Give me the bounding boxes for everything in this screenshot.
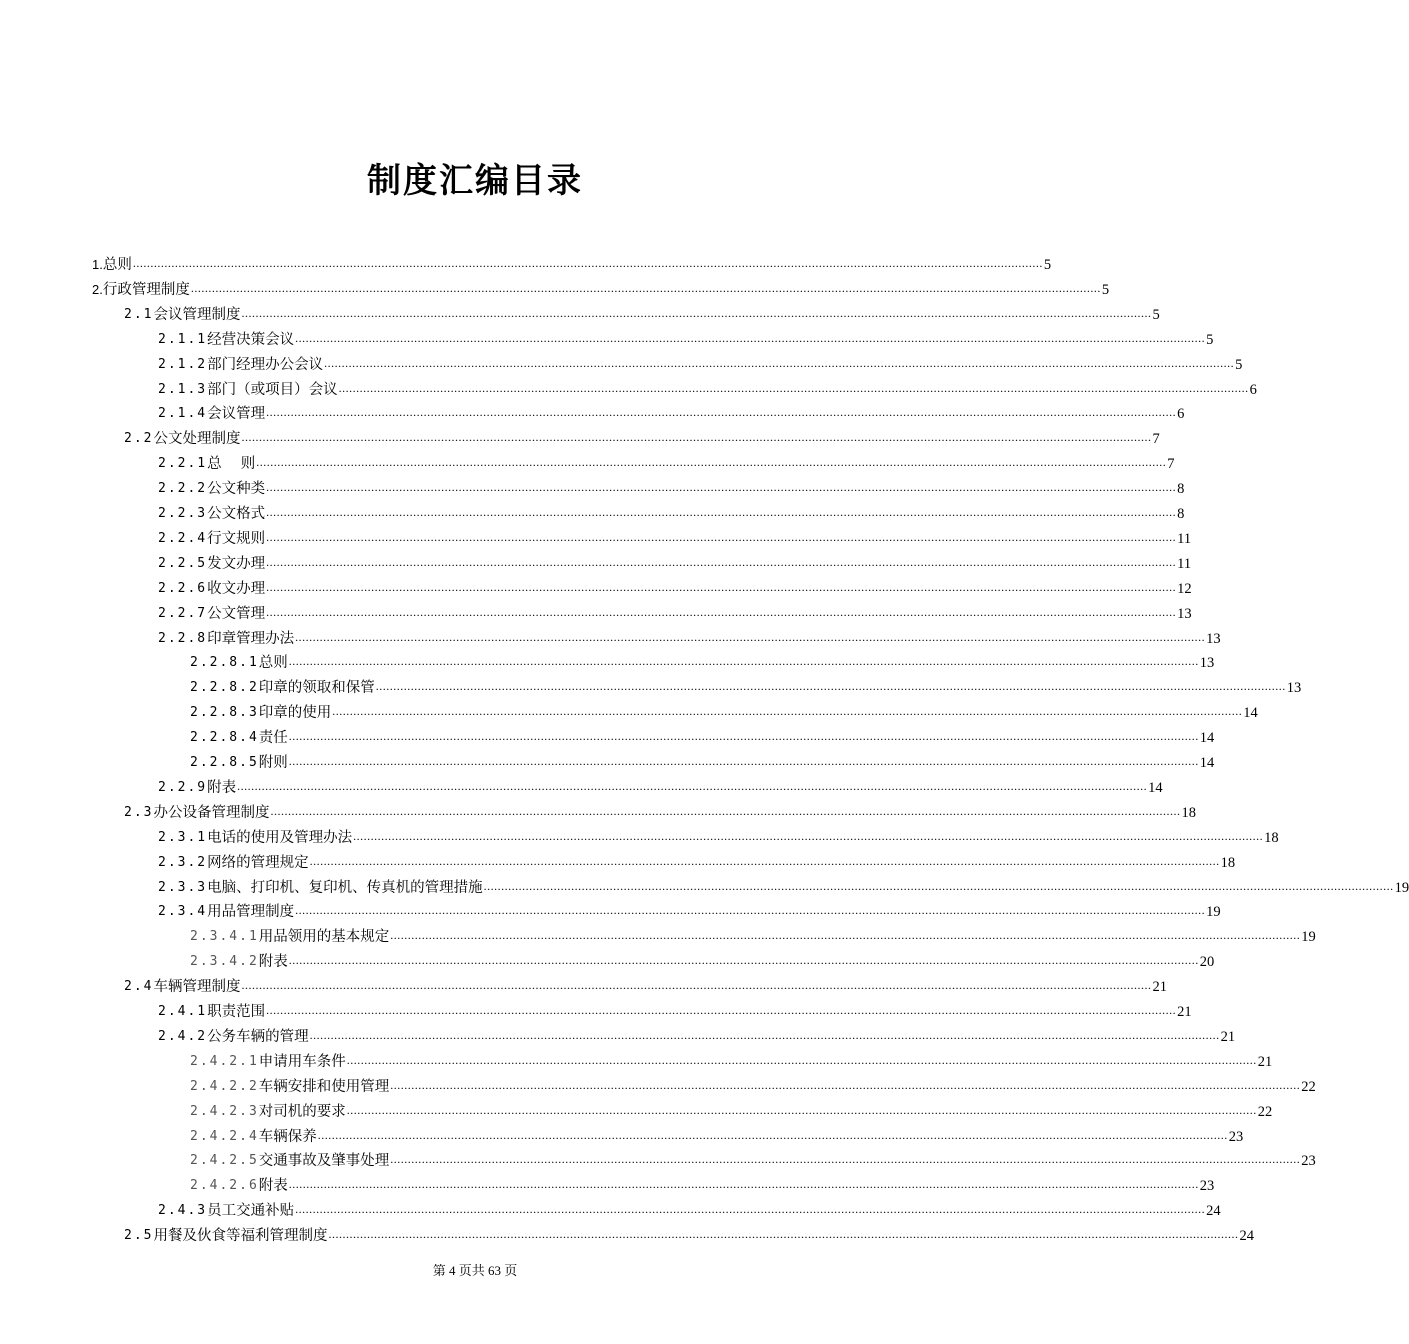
toc-entry-title: 公文种类 [207, 481, 266, 498]
toc-entry-title: 车辆保养 [258, 1128, 317, 1145]
toc-entry-number: 2.4.3 [158, 1203, 208, 1219]
toc-entry-number: 2.4 [124, 979, 154, 995]
toc-leader-dots: .................................................................................................................................................................................................................................................................... [270, 803, 1181, 818]
toc-leader-dots: .................................................................................................................................................................................................................................................................... [256, 455, 1167, 470]
toc-entry-number: 2.3.4.1 [190, 929, 259, 945]
toc-entry-number: 2.2.6 [158, 580, 208, 596]
toc-entry-title: 公文管理 [207, 605, 266, 622]
toc-entry[interactable] [158, 1022, 1236, 1046]
toc-entry-title: 总则 [102, 257, 132, 273]
page-title: 制度汇编目录 [367, 161, 583, 201]
toc-leader-dots: .................................................................................................................................................................................................................................................................... [266, 480, 1177, 495]
toc-entry-page: 23 [1199, 1178, 1215, 1195]
toc-entry-title: 附则 [258, 755, 288, 771]
toc-entry-number: 2.4.2.2 [190, 1078, 259, 1094]
toc-entry-number: 2.3.3 [158, 879, 208, 895]
toc-entry[interactable] [190, 1072, 1316, 1096]
toc-entry-title: 经营决策会议 [207, 331, 295, 348]
toc-leader-dots: .................................................................................................................................................................................................................................................................... [288, 1177, 1199, 1192]
toc-entry[interactable] [190, 947, 1215, 971]
toc-entry-number: 2.2.1 [158, 456, 208, 472]
toc-entry-page: 14 [1199, 730, 1215, 747]
toc-entry-page: 19 [1301, 929, 1316, 946]
toc-entry-number: 2.2.8.5 [190, 755, 259, 770]
toc-entry[interactable] [124, 300, 1160, 324]
toc-entry-title: 附表 [207, 779, 237, 796]
toc-leader-dots: .................................................................................................................................................................................................................................................................... [295, 1202, 1206, 1217]
toc-entry-page: 21 [1177, 1004, 1192, 1020]
toc-entry-title: 公务车辆的管理 [207, 1028, 309, 1045]
toc-entry-title: 用品管理制度 [207, 904, 295, 921]
toc-leader-dots: .................................................................................................................................................................................................................................................................... [288, 729, 1199, 744]
toc-entry-title: 车辆安排和使用管理 [258, 1078, 390, 1095]
toc-leader-dots: .................................................................................................................................................................................................................................................................... [295, 330, 1206, 345]
toc-leader-dots: .................................................................................................................................................................................................................................................................... [483, 878, 1394, 893]
toc-leader-dots: .................................................................................................................................................................................................................................................................... [328, 1227, 1239, 1242]
toc-entry[interactable] [190, 1047, 1273, 1071]
toc-leader-dots: .................................................................................................................................................................................................................................................................... [353, 828, 1264, 843]
toc-entry-number: 1. [92, 257, 103, 272]
toc-leader-dots: .................................................................................................................................................................................................................................................................... [295, 629, 1206, 644]
toc-entry-title: 用品领用的基本规定 [258, 929, 390, 946]
toc-leader-dots: .................................................................................................................................................................................................................................................................... [332, 704, 1243, 719]
toc-entry-number: 2.3.4.2 [190, 954, 259, 970]
toc-entry[interactable] [124, 972, 1167, 996]
toc-entry-page: 14 [1243, 705, 1258, 722]
toc-entry[interactable] [158, 524, 1192, 548]
toc-entry[interactable] [124, 798, 1196, 822]
toc-entry[interactable] [92, 250, 1052, 274]
toc-entry-page: 11 [1177, 530, 1192, 547]
toc-leader-dots: .................................................................................................................................................................................................................................................................... [375, 679, 1286, 694]
toc-leader-dots: .................................................................................................................................................................................................................................................................... [288, 754, 1199, 768]
toc-entry-page: 8 [1177, 506, 1185, 522]
toc-entry-page: 7 [1152, 431, 1160, 448]
toc-entry-page: 6 [1249, 381, 1257, 398]
toc-entry-page: 22 [1257, 1103, 1273, 1120]
toc-entry-number: 2.2.5 [158, 555, 208, 571]
toc-entry-page: 13 [1286, 680, 1302, 697]
toc-leader-dots: .................................................................................................................................................................................................................................................................... [317, 1127, 1228, 1142]
toc-leader-dots: .................................................................................................................................................................................................................................................................... [324, 355, 1235, 370]
toc-entry-title: 会议管理 [207, 406, 266, 423]
toc-entry[interactable] [158, 449, 1175, 473]
toc-entry[interactable] [158, 599, 1192, 623]
toc-entry-title: 车辆管理制度 [153, 979, 241, 996]
toc-leader-dots: .................................................................................................................................................................................................................................................................... [390, 928, 1301, 943]
toc-entry-title: 附表 [258, 1178, 288, 1195]
toc-entry[interactable] [124, 424, 1160, 448]
toc-entry-number: 2.1.1 [158, 331, 208, 347]
toc-entry[interactable] [158, 499, 1185, 523]
toc-entry[interactable] [190, 723, 1215, 747]
toc-entry-page: 22 [1301, 1078, 1316, 1095]
toc-entry-number: 2.2.3 [158, 506, 208, 521]
toc-entry-page: 19 [1206, 904, 1221, 921]
toc-entry[interactable] [92, 275, 1110, 299]
toc-entry[interactable] [158, 350, 1243, 374]
toc-entry-title: 印章的领取和保管 [258, 680, 375, 697]
toc-leader-dots: .................................................................................................................................................................................................................................................................... [266, 579, 1177, 594]
toc-entry-title: 收文办理 [207, 580, 266, 597]
toc-leader-dots: .................................................................................................................................................................................................................................................................... [309, 1027, 1220, 1042]
toc-entry-page: 13 [1199, 655, 1215, 672]
toc-entry-number: 2.2.2 [158, 481, 208, 497]
toc-entry[interactable] [158, 574, 1192, 598]
toc-entry[interactable] [190, 698, 1258, 722]
toc-entry-number: 2.2.8.2 [190, 680, 259, 696]
toc-entry-page: 23 [1228, 1128, 1244, 1145]
toc-leader-dots: .................................................................................................................................................................................................................................................................... [266, 505, 1177, 519]
toc-entry-page: 7 [1167, 456, 1175, 473]
toc-entry-page: 13 [1177, 605, 1192, 622]
toc-entry[interactable] [158, 325, 1214, 349]
toc-entry[interactable] [158, 1196, 1221, 1220]
toc-entry-number: 2.4.2.6 [190, 1178, 259, 1194]
toc-entry-number: 2.1.3 [158, 381, 208, 397]
toc-entry-number: 2. [92, 281, 103, 297]
toc-entry-title: 责任 [258, 730, 288, 747]
toc-entry-title: 电脑、打印机、复印机、传真机的管理措施 [207, 879, 483, 896]
toc-leader-dots: .................................................................................................................................................................................................................................................................... [132, 256, 1043, 270]
toc-entry-page: 5 [1206, 331, 1214, 348]
toc-entry[interactable] [158, 399, 1185, 423]
toc-entry-page: 12 [1177, 580, 1192, 597]
toc-entry-page: 21 [1152, 979, 1167, 996]
toc-entry-page: 8 [1177, 481, 1185, 498]
toc-leader-dots: .................................................................................................................................................................................................................................................................... [266, 405, 1177, 420]
toc-entry-title: 总则 [258, 655, 288, 672]
toc-entry-number: 2.4.1 [158, 1004, 208, 1019]
toc-leader-dots: .................................................................................................................................................................................................................................................................... [338, 380, 1249, 395]
toc-leader-dots: .................................................................................................................................................................................................................................................................... [266, 604, 1177, 619]
toc-entry-page: 11 [1177, 555, 1192, 572]
toc-entry-title: 员工交通补贴 [207, 1203, 295, 1220]
toc-entry[interactable] [124, 1221, 1254, 1245]
toc-entry[interactable] [158, 549, 1192, 573]
toc-entry-page: 14 [1199, 755, 1215, 771]
toc-entry-number: 2.1.4 [158, 406, 208, 422]
toc-leader-dots: .................................................................................................................................................................................................................................................................... [346, 1052, 1257, 1067]
toc-entry-title: 公文处理制度 [153, 431, 241, 448]
toc-entry-number: 2.2.8.1 [190, 655, 259, 671]
toc-entry[interactable] [190, 1122, 1244, 1146]
toc-entry-title: 印章的使用 [258, 705, 332, 722]
toc-entry[interactable] [158, 897, 1221, 921]
toc-entry[interactable] [190, 673, 1302, 697]
toc-entry-title: 发文办理 [207, 555, 266, 572]
toc-entry-page: 24 [1239, 1228, 1254, 1245]
toc-entry-title: 部门（或项目）会议 [207, 381, 338, 398]
toc-entry-page: 21 [1220, 1028, 1236, 1045]
toc-entry-number: 2.2.8.4 [190, 730, 259, 746]
toc-entry-number: 2.1 [124, 306, 154, 322]
toc-entry-number: 2.4.2.4 [190, 1128, 259, 1144]
toc-entry[interactable] [158, 848, 1236, 872]
toc-entry-page: 5 [1101, 281, 1110, 298]
toc-entry-number: 2.4.2.5 [190, 1153, 259, 1169]
toc-entry-title: 行政管理制度 [102, 281, 190, 298]
toc-entry[interactable] [190, 1146, 1316, 1170]
toc-entry-number: 2.2.9 [158, 779, 208, 795]
toc-entry-title: 办公设备管理制度 [153, 804, 270, 821]
toc-entry-title: 职责范围 [207, 1004, 266, 1020]
toc-entry-title: 部门经理办公会议 [207, 356, 324, 373]
toc-leader-dots: .................................................................................................................................................................................................................................................................... [266, 1003, 1177, 1017]
toc-entry-number: 2.2.7 [158, 605, 208, 621]
toc-entry-page: 18 [1264, 829, 1279, 846]
toc-entry-title: 交通事故及肇事处理 [258, 1153, 390, 1170]
toc-entry-number: 2.4.2.1 [190, 1053, 259, 1069]
toc-entry-page: 23 [1301, 1153, 1316, 1170]
toc-entry-page: 19 [1394, 879, 1409, 896]
toc-entry-title: 印章管理办法 [207, 630, 295, 647]
toc-leader-dots: .................................................................................................................................................................................................................................................................... [309, 853, 1220, 868]
toc-entry-page: 18 [1181, 804, 1196, 821]
toc-entry-number: 2.4.2 [158, 1028, 208, 1044]
toc-entry-number: 2.3.1 [158, 829, 208, 845]
toc-entry-page: 5 [1235, 356, 1243, 373]
toc-entry-page: 5 [1152, 306, 1160, 323]
toc-entry[interactable] [158, 773, 1163, 797]
toc-entry-number: 2.2.8.3 [190, 705, 259, 721]
toc-leader-dots: .................................................................................................................................................................................................................................................................... [390, 1152, 1301, 1167]
toc-leader-dots: .................................................................................................................................................................................................................................................................... [241, 305, 1152, 320]
toc-entry-page: 5 [1043, 257, 1052, 273]
toc-entry[interactable] [158, 474, 1185, 498]
toc-entry[interactable] [190, 1097, 1273, 1121]
toc-entry-page: 14 [1148, 779, 1163, 796]
toc-entry-title: 公文格式 [207, 506, 266, 522]
toc-leader-dots: .................................................................................................................................................................................................................................................................... [237, 778, 1148, 793]
toc-entry-title: 总 则 [207, 456, 256, 473]
toc-entry-title: 用餐及伙食等福利管理制度 [153, 1228, 328, 1245]
toc-entry-number: 2.5 [124, 1228, 154, 1244]
toc-entry[interactable] [158, 823, 1279, 847]
toc-entry-page: 18 [1220, 854, 1236, 871]
toc-entry-number: 2.3 [124, 804, 154, 820]
toc-entry-page: 6 [1177, 406, 1185, 423]
toc-leader-dots: .................................................................................................................................................................................................................................................................... [295, 903, 1206, 918]
toc-entry-number: 2.2.4 [158, 530, 208, 546]
toc-entry-number: 2.1.2 [158, 356, 208, 372]
toc-entry-title: 附表 [258, 954, 288, 971]
toc-entry-title: 会议管理制度 [153, 306, 241, 323]
toc-entry[interactable] [158, 624, 1221, 648]
toc-entry-number: 2.3.4 [158, 904, 208, 920]
toc-leader-dots: .................................................................................................................................................................................................................................................................... [241, 978, 1152, 993]
toc-entry-number: 2.4.2.3 [190, 1103, 259, 1119]
toc-leader-dots: .................................................................................................................................................................................................................................................................... [288, 654, 1199, 669]
toc-entry-page: 24 [1206, 1203, 1221, 1220]
toc-entry-page: 20 [1199, 954, 1215, 971]
toc-leader-dots: .................................................................................................................................................................................................................................................................... [288, 953, 1199, 968]
toc-entry-number: 2.3.2 [158, 854, 208, 870]
toc-entry-title: 网络的管理规定 [207, 854, 309, 871]
toc-entry-title: 申请用车条件 [258, 1053, 346, 1070]
toc-entry-title: 电话的使用及管理办法 [207, 829, 353, 846]
toc-entry-number: 2.2.8 [158, 630, 208, 646]
toc-entry[interactable] [190, 1171, 1215, 1195]
toc-entry[interactable] [190, 922, 1316, 946]
toc-entry-title: 对司机的要求 [258, 1103, 346, 1120]
toc-entry[interactable] [158, 997, 1192, 1021]
toc-leader-dots: .................................................................................................................................................................................................................................................................... [346, 1102, 1257, 1117]
toc-leader-dots: .................................................................................................................................................................................................................................................................... [241, 430, 1152, 445]
toc-entry[interactable] [158, 375, 1257, 399]
toc-entry-title: 行文规则 [207, 530, 266, 547]
toc-entry-page: 13 [1206, 630, 1221, 647]
toc-leader-dots: .................................................................................................................................................................................................................................................................... [190, 280, 1101, 295]
toc-leader-dots: .................................................................................................................................................................................................................................................................... [266, 529, 1177, 544]
toc-entry-number: 2.2 [124, 431, 154, 447]
toc-leader-dots: .................................................................................................................................................................................................................................................................... [266, 554, 1177, 569]
toc-leader-dots: .................................................................................................................................................................................................................................................................... [390, 1077, 1301, 1092]
toc-entry[interactable] [158, 873, 1409, 897]
page-footer: 第 4 页共 63 页 [432, 1263, 518, 1278]
toc-entry-page: 21 [1257, 1053, 1273, 1070]
toc-entry[interactable] [190, 648, 1215, 672]
toc-entry[interactable] [190, 748, 1215, 772]
